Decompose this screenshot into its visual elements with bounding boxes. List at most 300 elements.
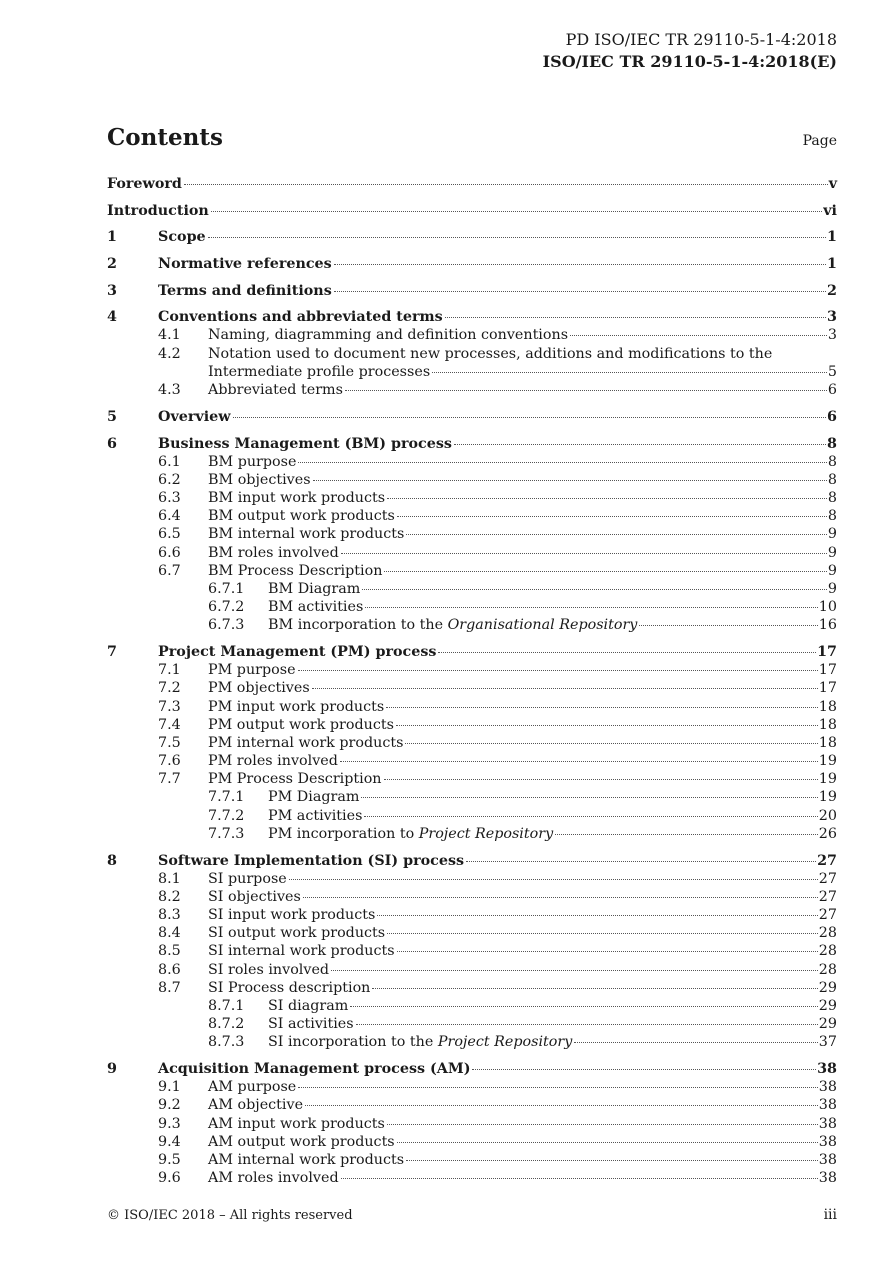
toc-entry-title-text: Naming, diagramming and definition conventions <box>208 327 569 344</box>
toc-entry[interactable] <box>107 942 837 960</box>
toc-entry-page: 1 <box>827 229 837 246</box>
toc-entry[interactable] <box>107 326 837 344</box>
toc-entry[interactable] <box>107 634 837 661</box>
toc-entry-line <box>268 1033 837 1051</box>
toc-entry[interactable] <box>107 507 837 525</box>
dot-leader <box>345 390 827 391</box>
dot-leader <box>387 933 818 934</box>
toc-entry-title-text: SI objectives <box>208 888 301 905</box>
dot-leader <box>387 498 827 499</box>
toc-entry-number: 6.4 <box>158 508 181 525</box>
toc-entry-line <box>158 644 837 661</box>
toc-entry-page: 8 <box>827 435 837 452</box>
toc-entry-page: 38 <box>818 1152 837 1168</box>
dot-leader <box>364 816 817 817</box>
toc-entry[interactable] <box>107 906 837 924</box>
toc-entry-line <box>268 807 837 825</box>
toc-entry-title <box>208 345 772 363</box>
toc-entry[interactable] <box>107 246 837 273</box>
toc-entry-page: 28 <box>818 925 837 942</box>
toc-entry-title <box>208 734 403 752</box>
toc-entry-number: 8.4 <box>158 925 181 942</box>
toc-entry[interactable] <box>107 979 837 997</box>
toc-entry-title-text: PM activities <box>268 807 363 824</box>
toc-entry-title-text: AM roles involved <box>208 1170 339 1187</box>
toc-entry-title <box>268 807 362 825</box>
toc-entry-number: 6.3 <box>158 489 181 506</box>
toc-entry-line <box>208 1078 837 1096</box>
toc-entry-title-text: SI incorporation to the <box>268 1034 438 1051</box>
toc-entry-page: 18 <box>818 716 837 733</box>
toc-entry-title <box>158 644 436 661</box>
dot-leader <box>298 462 826 463</box>
dot-leader <box>445 317 826 318</box>
toc-entry-title <box>158 229 206 246</box>
toc-entry-title-text: AM purpose <box>208 1079 297 1096</box>
dot-leader <box>340 761 818 762</box>
toc-entry-title <box>208 752 338 770</box>
toc-entry-line <box>208 870 837 888</box>
toc-entry-number: 8.5 <box>158 943 181 960</box>
toc-entry-title-text: Scope <box>158 229 206 246</box>
toc-entry[interactable] <box>107 1033 837 1051</box>
toc-entry-title <box>268 598 363 616</box>
toc-entry-line <box>158 1061 837 1078</box>
toc-entry-title-emphasis: Project Repository <box>418 825 554 842</box>
toc-entry-title-text: Terms and definitions <box>158 282 332 299</box>
toc-entry-title-text: Intermediate profile processes <box>208 363 431 380</box>
toc-entry[interactable] <box>107 734 837 752</box>
toc-entry-title-text: AM objective <box>208 1097 304 1114</box>
toc-entry-line <box>107 203 837 220</box>
toc-entry-page: 27 <box>818 870 837 887</box>
toc-entry-title <box>107 203 209 220</box>
toc-entry[interactable] <box>107 544 837 562</box>
toc-entry-title-text: PM internal work products <box>208 734 404 751</box>
dot-leader <box>555 834 818 835</box>
toc-entry-title <box>208 942 395 960</box>
dot-leader <box>312 688 818 689</box>
toc-entry-line <box>208 453 837 471</box>
toc-entry-line <box>208 698 837 716</box>
toc-entry[interactable] <box>107 489 837 507</box>
dot-leader <box>341 1178 818 1179</box>
toc-entry-title-text: SI internal work products <box>208 943 395 960</box>
toc-entry[interactable] <box>107 381 837 399</box>
toc-entry-line <box>208 716 837 734</box>
toc-entry-number: 7.7.1 <box>208 789 245 806</box>
toc-entry-page: 27 <box>818 907 837 924</box>
toc-entry-number: 8.7 <box>158 979 181 996</box>
dot-leader <box>397 951 818 952</box>
toc-entry-number: 6.7.1 <box>208 580 245 597</box>
toc-entry-page: 38 <box>817 1061 837 1078</box>
toc-entry[interactable] <box>107 471 837 489</box>
toc-entry[interactable] <box>107 273 837 300</box>
toc-entry-line <box>208 942 837 960</box>
toc-entry-number: 7.5 <box>158 734 181 751</box>
toc-entry-title-text: SI activities <box>268 1016 354 1033</box>
toc-entry[interactable] <box>107 679 837 697</box>
toc-entry-title <box>208 870 287 888</box>
toc-entry-title-emphasis: Project Repository <box>437 1034 573 1051</box>
dot-leader <box>438 652 816 653</box>
toc-entry-number: 4.2 <box>158 345 181 362</box>
toc-entry-title-text: BM Process Description <box>208 562 383 579</box>
toc-entry[interactable] <box>107 807 837 825</box>
toc-entry-title <box>208 1078 296 1096</box>
toc-entry-page: 8 <box>827 489 837 506</box>
dot-leader <box>466 861 816 862</box>
toc-entry-number: 8.3 <box>158 907 181 924</box>
toc-entry-page: 19 <box>818 771 837 788</box>
toc-entry[interactable] <box>107 1096 837 1114</box>
toc-entry-title-text: PM Diagram <box>268 789 360 806</box>
toc-entry-line <box>268 788 837 806</box>
toc-entry[interactable] <box>107 399 837 426</box>
dot-leader <box>570 335 827 336</box>
toc-entry-line <box>208 1133 837 1151</box>
page-number: iii <box>823 1207 837 1223</box>
toc-entry-title <box>208 979 370 997</box>
toc-entry-title <box>208 770 382 788</box>
toc-entry-title <box>208 679 310 697</box>
toc-entry-page: 37 <box>818 1034 837 1051</box>
toc-entry-title <box>208 507 395 525</box>
toc-entry[interactable] <box>107 525 837 543</box>
toc-entry-title-text: SI diagram <box>268 998 349 1014</box>
dot-leader <box>331 970 818 971</box>
toc-entry[interactable] <box>107 453 837 471</box>
toc-entry-title <box>208 381 343 399</box>
dot-leader <box>233 417 827 418</box>
toc-entry-number: 7 <box>107 644 117 661</box>
toc-entry-page: 29 <box>818 998 837 1014</box>
toc-entry-page: 9 <box>827 562 837 579</box>
toc-entry-number: 6.7.3 <box>208 617 245 634</box>
toc-entry-title-text: SI output work products <box>208 925 386 942</box>
toc-entry-title-text: Acquisition Management process (AM) <box>158 1061 471 1078</box>
toc-entry-line <box>208 1151 837 1169</box>
toc-entry-title-text: AM output work products <box>208 1133 395 1150</box>
toc-entry-title-text: PM purpose <box>208 662 296 679</box>
toc-entry-page: 26 <box>818 825 837 842</box>
dot-leader <box>432 372 827 373</box>
toc-entry-title-text: PM incorporation to <box>268 825 419 842</box>
toc-entry-page: 38 <box>818 1079 837 1096</box>
toc-entry-line <box>208 1169 837 1187</box>
toc-entry-number: 7.2 <box>158 680 181 697</box>
toc-entry-line <box>208 544 837 562</box>
toc-entry-title <box>208 489 385 507</box>
toc-entry-line <box>158 409 837 426</box>
dot-leader <box>350 1006 817 1007</box>
dot-leader <box>397 1142 818 1143</box>
dot-leader <box>289 879 818 880</box>
toc-entry[interactable] <box>107 1015 837 1033</box>
toc-entry-number: 8.7.3 <box>208 1034 245 1051</box>
toc-entry-line <box>268 616 837 634</box>
toc-entry-line <box>208 525 837 543</box>
toc-entry-number: 4 <box>107 309 117 326</box>
toc-entry-title <box>158 256 332 273</box>
toc-entry-title <box>208 924 385 942</box>
toc-entry-line <box>208 345 837 363</box>
toc-entry-line <box>208 679 837 697</box>
toc-entry-page: 17 <box>818 680 837 697</box>
toc-entry-line <box>158 309 837 326</box>
toc-entry-title-text: Software Implementation (SI) process <box>158 852 465 869</box>
toc-entry-title <box>268 1033 572 1051</box>
toc-entry-title <box>268 616 637 634</box>
dot-leader <box>574 1042 818 1043</box>
toc-entry-page: 38 <box>818 1115 837 1132</box>
dot-leader <box>454 444 826 445</box>
toc-entry-title-text: SI input work products <box>208 907 376 924</box>
dot-leader <box>406 534 827 535</box>
toc-entry-line <box>208 888 837 906</box>
toc-entry-line <box>208 661 837 679</box>
toc-entry-title <box>208 961 329 979</box>
toc-entry-number: 9.2 <box>158 1097 181 1114</box>
toc-entry-number: 6.7.2 <box>208 599 245 616</box>
toc-entry-number: 8 <box>107 852 117 869</box>
toc-entry-title-text: Business Management (BM) process <box>158 435 452 452</box>
toc-entry-number: 8.7.1 <box>208 998 245 1014</box>
toc-entry[interactable] <box>107 616 837 634</box>
toc-entry[interactable] <box>107 825 837 843</box>
toc-entry-page: 8 <box>827 471 837 488</box>
toc-entry-line <box>208 326 837 344</box>
toc-entry-title-text: PM input work products <box>208 698 385 715</box>
toc-entry[interactable] <box>107 1133 837 1151</box>
toc-entry-title-text: BM input work products <box>208 489 386 506</box>
toc-entry-page: 9 <box>827 580 837 597</box>
dot-leader <box>334 291 826 292</box>
toc-entry-title-text: SI purpose <box>208 870 287 887</box>
toc-entry[interactable] <box>107 176 837 193</box>
toc-entry[interactable] <box>107 345 837 363</box>
toc-entry[interactable] <box>107 580 837 598</box>
toc-entry-title <box>158 853 464 870</box>
toc-entry-page: 27 <box>817 852 837 869</box>
toc-entry-number: 6.6 <box>158 544 181 561</box>
toc-entry-page: 9 <box>827 544 837 561</box>
document-designation: PD ISO/IEC TR 29110-5-1-4:2018 <box>565 30 837 49</box>
toc-entry-number: 4.1 <box>158 327 181 344</box>
toc-entry-number: 6.5 <box>158 526 181 543</box>
dot-leader <box>639 625 817 626</box>
toc-entry-page: 18 <box>818 698 837 715</box>
dot-leader <box>396 725 818 726</box>
toc-entry-page: 38 <box>818 1170 837 1187</box>
toc-entry-title-text: Introduction <box>107 202 209 219</box>
toc-entry-page: 9 <box>827 526 837 543</box>
document-designation-english: ISO/IEC TR 29110-5-1-4:2018(E) <box>542 52 837 71</box>
toc-entry[interactable] <box>107 1052 837 1079</box>
toc-entry-title <box>208 326 568 344</box>
toc-entry-title-text: Notation used to document new processes, additions and modifications to the <box>208 345 773 362</box>
dot-leader <box>384 571 826 572</box>
copyright-notice: © ISO/IEC 2018 – All rights reserved <box>107 1208 353 1223</box>
toc-entry-number: 6.7 <box>158 562 181 579</box>
toc-entry-line <box>268 997 837 1015</box>
dot-leader <box>341 553 827 554</box>
toc-entry-title <box>268 1015 354 1033</box>
toc-entry-title <box>158 309 443 326</box>
toc-entry-title <box>208 1151 404 1169</box>
toc-entry-number: 4.3 <box>158 382 181 398</box>
toc-entry-title <box>268 825 553 843</box>
toc-entry-title-text: BM activities <box>268 599 364 616</box>
toc-entry-title <box>268 788 359 806</box>
toc-entry-title-text: PM output work products <box>208 716 394 733</box>
toc-entry[interactable] <box>107 961 837 979</box>
toc-entry-page: 3 <box>827 309 837 326</box>
dot-leader <box>305 1105 818 1106</box>
toc-entry-line <box>158 436 837 453</box>
toc-entry-page: 2 <box>827 282 837 299</box>
toc-entry-title-text: SI roles involved <box>208 961 330 978</box>
toc-entry-line <box>268 1015 837 1033</box>
dot-leader <box>211 211 822 212</box>
toc-entry-page: 28 <box>818 961 837 978</box>
toc-entry-number: 7.7.2 <box>208 807 245 824</box>
toc-entry-title-text: PM Process Description <box>208 771 382 788</box>
toc-entry[interactable] <box>107 843 837 870</box>
toc-entry-title <box>208 1115 385 1133</box>
dot-leader <box>472 1069 816 1070</box>
toc-entry-line <box>208 961 837 979</box>
dot-leader <box>361 797 817 798</box>
toc-entry-title-text: Abbreviated terms <box>208 382 343 398</box>
toc-entry-line <box>208 562 837 580</box>
toc-entry-page: 29 <box>818 1016 837 1033</box>
toc-entry-title-text: PM objectives <box>208 680 310 697</box>
toc-entry[interactable] <box>107 752 837 770</box>
toc-entry-title <box>208 363 430 381</box>
toc-entry-page: 38 <box>818 1097 837 1114</box>
toc-entry-number: 8.6 <box>158 961 181 978</box>
toc-entry[interactable] <box>107 300 837 327</box>
toc-entry-title-text: BM purpose <box>208 453 297 470</box>
toc-entry[interactable] <box>107 1151 837 1169</box>
toc-entry-title-text: Foreword <box>107 176 182 192</box>
toc-entry-line <box>158 283 837 300</box>
toc-entry-page: 28 <box>818 943 837 960</box>
toc-entry-line <box>208 471 837 489</box>
toc-entry-title-text: AM internal work products <box>208 1152 405 1168</box>
toc-entry-line <box>208 752 837 770</box>
toc-entry-number: 7.7.3 <box>208 825 245 842</box>
toc-entry-title-text: Overview <box>158 408 231 425</box>
dot-leader <box>405 743 817 744</box>
toc-entry[interactable] <box>107 1078 837 1096</box>
toc-entry-page: 20 <box>818 807 837 824</box>
toc-entry-line <box>208 924 837 942</box>
toc-entry-number: 9 <box>107 1061 117 1078</box>
toc-entry[interactable] <box>107 426 837 453</box>
toc-entry-number: 9.3 <box>158 1115 181 1132</box>
toc-entry-line <box>208 489 837 507</box>
toc-entry[interactable] <box>107 598 837 616</box>
dot-leader <box>208 237 826 238</box>
toc-entry-title <box>208 661 296 679</box>
toc-entry-title <box>208 1096 303 1114</box>
toc-entry-title-text: BM incorporation to the <box>268 617 448 634</box>
toc-entry[interactable] <box>107 888 837 906</box>
page-title: Contents <box>107 124 223 151</box>
toc-entry-page: 3 <box>827 327 837 344</box>
toc-entry[interactable] <box>107 220 837 247</box>
toc-entry-page: 38 <box>818 1133 837 1150</box>
toc-entry-title <box>158 436 452 453</box>
toc-entry-line <box>268 598 837 616</box>
dot-leader <box>356 1024 818 1025</box>
toc-entry[interactable] <box>107 363 837 381</box>
toc-entry-line <box>208 1096 837 1114</box>
toc-entry-title <box>208 453 296 471</box>
toc-entry-line <box>158 229 837 246</box>
toc-entry-title <box>268 997 348 1015</box>
toc-entry-number: 9.4 <box>158 1133 181 1150</box>
toc-entry[interactable] <box>107 1115 837 1133</box>
toc-entry[interactable] <box>107 870 837 888</box>
toc-entry[interactable] <box>107 770 837 788</box>
toc-entry-title-text: Conventions and abbreviated terms <box>158 309 443 326</box>
toc-entry[interactable] <box>107 788 837 806</box>
dot-leader <box>377 915 817 916</box>
dot-leader <box>365 607 817 608</box>
toc-entry-page: 6 <box>827 382 837 398</box>
toc-entry[interactable] <box>107 661 837 679</box>
toc-entry-number: 6.2 <box>158 471 181 488</box>
toc-entry-page: 29 <box>818 979 837 996</box>
dot-leader <box>298 1087 818 1088</box>
toc-entry[interactable] <box>107 698 837 716</box>
toc-entry-page: 10 <box>818 599 837 616</box>
toc-entry-title-text: BM output work products <box>208 508 395 525</box>
toc-entry[interactable] <box>107 997 837 1015</box>
dot-leader <box>372 988 817 989</box>
toc-entry-number: 2 <box>107 256 117 273</box>
toc-entry-number: 7.1 <box>158 662 181 679</box>
toc-entry-page: 6 <box>827 408 837 425</box>
toc-entry[interactable] <box>107 193 837 220</box>
toc-entry-title-text: AM input work products <box>208 1115 385 1132</box>
toc-entry-page: 8 <box>827 508 837 525</box>
toc-entry[interactable] <box>107 562 837 580</box>
toc-entry-title-emphasis: Organisational Repository <box>447 617 638 634</box>
toc-entry-line <box>107 176 837 193</box>
toc-entry-title <box>107 176 182 193</box>
toc-entry-number: 6 <box>107 435 117 452</box>
toc-entry-number: 6.1 <box>158 453 181 470</box>
toc-entry[interactable] <box>107 716 837 734</box>
toc-entry-title <box>208 544 339 562</box>
toc-entry-page: 5 <box>827 363 837 380</box>
toc-entry-number: 9.5 <box>158 1152 181 1168</box>
toc-entry-title <box>208 1133 395 1151</box>
toc-entry[interactable] <box>107 924 837 942</box>
toc-entry-line <box>268 825 837 843</box>
dot-leader <box>303 897 818 898</box>
toc-entry-title <box>208 698 384 716</box>
dot-leader <box>184 184 828 185</box>
dot-leader <box>362 589 827 590</box>
toc-entry[interactable] <box>107 1169 837 1187</box>
toc-entry-number: 8.7.2 <box>208 1016 245 1033</box>
